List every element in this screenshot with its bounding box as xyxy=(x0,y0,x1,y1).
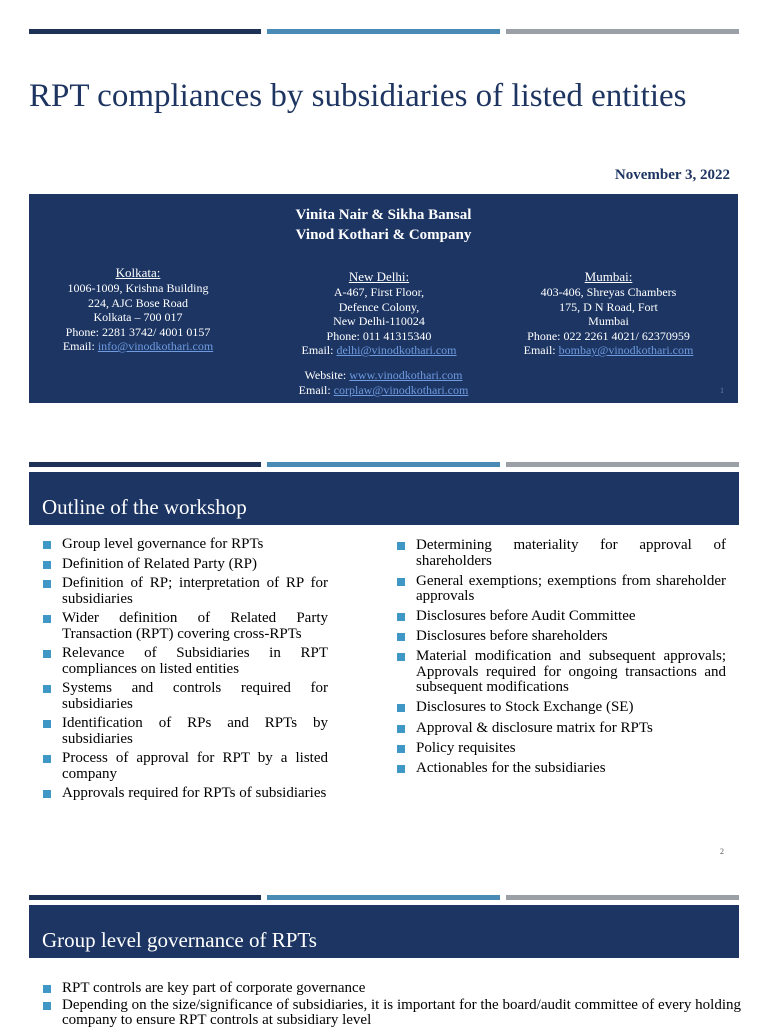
email-line xyxy=(270,343,488,358)
list-item: Definition of Related Party (RP) xyxy=(41,557,328,573)
list-item: Disclosures to Stock Exchange (SE) xyxy=(395,700,726,716)
decor-rule-grey xyxy=(506,29,739,34)
address-line: Mumbai xyxy=(588,314,629,328)
list-item: Relevance of Subsidiaries in RPT compliances on listed entities xyxy=(41,646,328,677)
list-item: Material modification and subsequent approvals; Approvals required for ongoing transactions and subsequent modifications xyxy=(395,649,726,696)
slide-heading: Outline of the workshop xyxy=(42,495,247,519)
email-link-mumbai[interactable]: bombay@vinodkothari.com xyxy=(558,343,694,357)
slide-header-band xyxy=(29,472,739,525)
email-line xyxy=(59,339,217,354)
list-item: Identification of RPs and RPTs by subsidiaries xyxy=(41,716,328,747)
decor-rule-blue xyxy=(267,29,500,34)
list-item: Actionables for the subsidiaries xyxy=(395,761,726,777)
email-link-delhi[interactable]: delhi@vinodkothari.com xyxy=(336,343,457,357)
email-label: Email: xyxy=(523,343,559,357)
slide-header-band xyxy=(29,905,739,958)
address-line: A-467, First Floor, xyxy=(333,285,425,299)
governance-list xyxy=(41,981,741,1030)
authors-block xyxy=(29,205,738,245)
office-delhi xyxy=(270,269,488,358)
contact-panel xyxy=(29,194,738,403)
address-line: 175, D N Road, Fort xyxy=(559,299,658,314)
presentation-date: November 3, 2022 xyxy=(614,167,730,183)
office-mumbai xyxy=(505,269,712,358)
author-names: Vinita Nair & Sikha Bansal xyxy=(295,207,472,223)
list-item: Approval & disclosure matrix for RPTs xyxy=(395,721,726,737)
outline-list-left xyxy=(41,537,328,806)
email-line xyxy=(29,383,738,398)
address-line: Defence Colony, xyxy=(338,299,420,314)
list-item: Group level governance for RPTs xyxy=(41,537,328,553)
email-label: Email: xyxy=(301,343,337,357)
website-link[interactable]: www.vinodkothari.com xyxy=(349,368,463,382)
list-item: General exemptions; exemptions from shareholder approvals xyxy=(395,574,726,605)
page-number: 2 xyxy=(720,847,724,856)
decor-rule-grey xyxy=(506,895,739,900)
office-kolkata xyxy=(59,265,217,354)
decor-rule-grey xyxy=(506,462,739,467)
address-line: New Delhi-110024 xyxy=(333,314,425,328)
decor-rule-blue xyxy=(267,462,500,467)
decor-rule-navy xyxy=(29,895,261,900)
email-link-corplaw[interactable]: corplaw@vinodkothari.com xyxy=(333,383,469,397)
company-name: Vinod Kothari & Company xyxy=(295,227,472,243)
email-line xyxy=(505,343,712,358)
website-line xyxy=(29,368,738,383)
slide-heading: Group level governance of RPTs xyxy=(42,928,317,952)
list-item: Disclosures before Audit Committee xyxy=(395,609,726,625)
list-item: RPT controls are key part of corporate governance xyxy=(41,981,741,997)
address-line: 403-406, Shreyas Chambers xyxy=(540,285,677,299)
email-link-kolkata[interactable]: info@vinodkothari.com xyxy=(97,339,214,353)
list-item: Approvals required for RPTs of subsidiaries xyxy=(41,786,328,802)
phone-line: Phone: 022 2261 4021/ 62370959 xyxy=(527,328,690,343)
list-item: Determining materiality for approval of shareholders xyxy=(395,538,726,569)
list-item: Definition of RP; interpretation of RP for subsidiaries xyxy=(41,576,328,607)
decor-rule-blue xyxy=(267,895,500,900)
office-city: New Delhi: xyxy=(348,269,410,284)
email-label: Email: xyxy=(62,339,98,353)
office-city: Kolkata: xyxy=(115,265,161,280)
list-item: Systems and controls required for subsidiaries xyxy=(41,681,328,712)
address-line: 224, AJC Bose Road xyxy=(87,295,188,310)
phone-line: Phone: 011 41315340 xyxy=(326,328,432,343)
outline-list-right xyxy=(395,538,726,781)
list-item: Depending on the size/significance of subsidiaries, it is important for the board/audit committee of every holding company to ensure RPT controls at subsidiary level xyxy=(41,998,741,1029)
website-label: Website: xyxy=(304,368,350,382)
list-item: Wider definition of Related Party Transaction (RPT) covering cross-RPTs xyxy=(41,611,328,642)
page-number: 1 xyxy=(720,386,724,395)
office-city: Mumbai: xyxy=(584,269,633,284)
decor-rule-navy xyxy=(29,29,261,34)
address-line: Kolkata – 700 017 xyxy=(93,310,183,324)
slide-title: RPT compliances by subsidiaries of listed entities xyxy=(29,78,687,114)
email-label: Email: xyxy=(298,383,334,397)
list-item: Disclosures before shareholders xyxy=(395,629,726,645)
web-contact xyxy=(29,368,738,398)
address-line: 1006-1009, Krishna Building xyxy=(67,281,209,295)
list-item: Process of approval for RPT by a listed company xyxy=(41,751,328,782)
phone-line: Phone: 2281 3742/ 4001 0157 xyxy=(65,324,211,339)
decor-rule-navy xyxy=(29,462,261,467)
list-item: Policy requisites xyxy=(395,741,726,757)
